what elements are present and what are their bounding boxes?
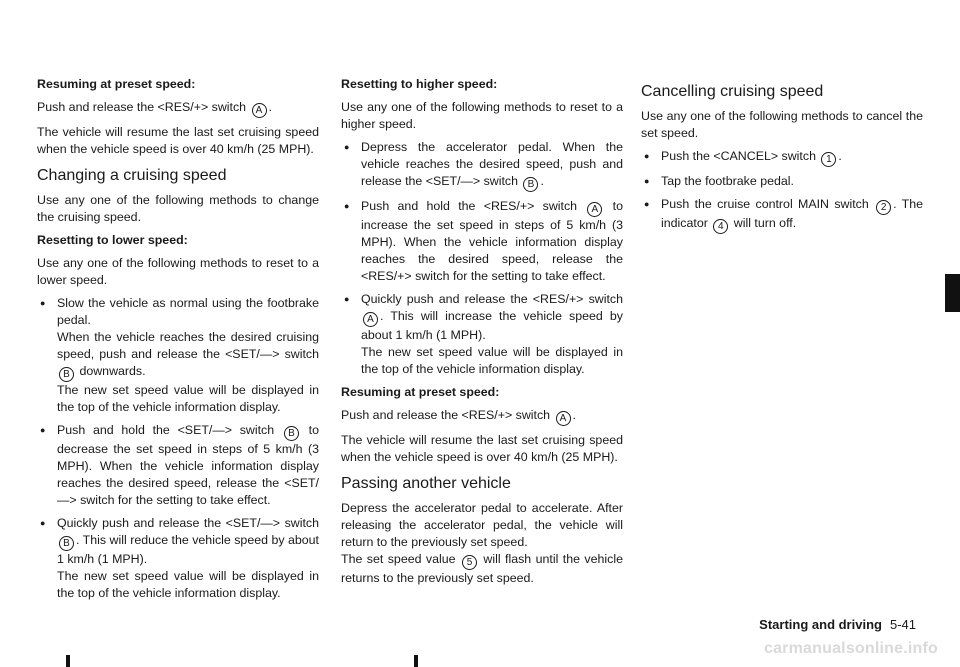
subheading-resuming: Resuming at preset speed: — [37, 77, 196, 91]
paragraph: The vehicle will resume the last set cruising speed when the vehicle speed is over 40 km/h (25 MPH). — [37, 125, 319, 156]
bullet-list — [341, 139, 623, 378]
list-item: ● Push and hold the <SET/—> switch B to decrease the set speed in steps of 5 km/h (3 MPH). When the vehicle information display reaches the desired speed, release the <SET/—> switch for the setting to take effect. — [37, 422, 319, 509]
paragraph: Push and release the <RES/+> switch A . — [341, 408, 576, 424]
paragraph: Push and release the <RES/+> switch A . — [37, 100, 272, 116]
list-item: ● Quickly push and release the <RES/+> switch A . This will increase the vehicle speed by about 1 km/h (1 MPH). The new set speed value will be displayed in the top of the vehicle information display. — [341, 291, 623, 378]
heading-passing-vehicle: Passing another vehicle — [341, 475, 511, 492]
symbol-2-icon: 2 — [876, 200, 891, 215]
paragraph: The vehicle will resume the last set cruising speed when the vehicle speed is over 40 km/h (25 MPH). — [341, 433, 623, 464]
symbol-a-icon: A — [556, 411, 571, 426]
symbol-5-icon: 5 — [462, 555, 477, 570]
subheading-higher-speed: Resetting to higher speed: — [341, 77, 498, 91]
list-item: ● Slow the vehicle as normal using the footbrake pedal. When the vehicle reaches the desired cruising speed, push and release the <SET/—> switch B downwards. The new set speed value will be displayed in the top of the vehicle information display. — [37, 295, 319, 416]
heading-changing-speed: Changing a cruising speed — [37, 167, 227, 184]
subheading-resuming: Resuming at preset speed: — [341, 385, 500, 399]
symbol-b-icon: B — [284, 426, 299, 441]
crop-mark — [66, 655, 70, 667]
symbol-b-icon: B — [59, 367, 74, 382]
crop-mark — [414, 655, 418, 667]
list-item: ● Push and hold the <RES/+> switch A to increase the set speed in steps of 5 km/h (3 MPH). When the vehicle information display reaches the desired speed, release the <RES/+> switch for the setting to take effect. — [341, 198, 623, 285]
symbol-1-icon: 1 — [821, 152, 836, 167]
page-number: 5-41 — [889, 617, 916, 632]
symbol-a-icon: A — [363, 312, 378, 327]
heading-cancelling-speed: Cancelling cruising speed — [641, 83, 824, 100]
footer-section-title: Starting and driving — [759, 617, 882, 632]
watermark: carmanualsonline.info — [763, 640, 938, 657]
paragraph: The set speed value 5 will flash until the vehicle returns to the previously set speed. — [341, 552, 623, 585]
paragraph: Use any one of the following methods to change the cruising speed. — [37, 193, 319, 224]
column-middle — [341, 76, 623, 593]
list-item: ● Quickly push and release the <SET/—> switch B . This will reduce the vehicle speed by about 1 km/h (1 MPH). The new set speed value will be displayed in the top of the vehicle information display. — [37, 515, 319, 602]
symbol-4-icon: 4 — [713, 219, 728, 234]
list-item: ● Tap the footbrake pedal. — [641, 173, 923, 190]
subheading-lower-speed: Resetting to lower speed: — [37, 233, 188, 247]
list-item: ● Push the cruise control MAIN switch 2 . The indicator 4 will turn off. — [641, 196, 923, 234]
paragraph: Use any one of the following methods to reset to a higher speed. — [341, 100, 623, 131]
column-right — [641, 82, 923, 240]
list-item: ● Depress the accelerator pedal. When the vehicle reaches the desired speed, push and release the <SET/—> switch B . — [341, 139, 623, 192]
paragraph: Depress the accelerator pedal to accelerate. After releasing the accelerator pedal, the vehicle will return to the previously set speed. — [341, 501, 623, 549]
symbol-b-icon: B — [59, 536, 74, 551]
symbol-a-icon: A — [252, 103, 267, 118]
list-item: ● Push the <CANCEL> switch 1 . — [641, 148, 923, 167]
column-left — [37, 76, 319, 608]
symbol-a-icon: A — [587, 202, 602, 217]
paragraph: Use any one of the following methods to cancel the set speed. — [641, 109, 923, 140]
symbol-b-icon: B — [523, 177, 538, 192]
paragraph: Use any one of the following methods to reset to a lower speed. — [37, 256, 319, 287]
bullet-list — [641, 148, 923, 234]
page-footer — [755, 617, 920, 632]
section-tab-marker — [945, 274, 960, 312]
bullet-list — [37, 295, 319, 602]
